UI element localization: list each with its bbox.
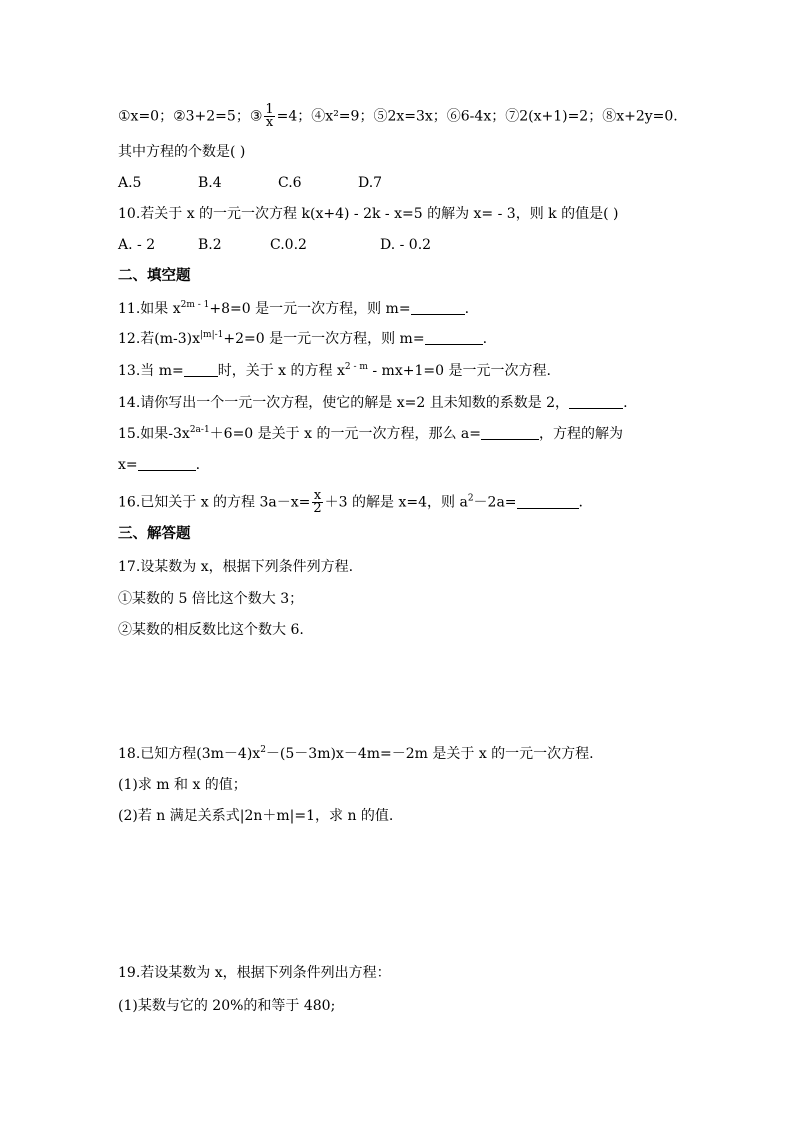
q16-answer-blank[interactable] — [517, 494, 579, 509]
q9-fraction-denominator: x — [265, 115, 274, 130]
q15-text-mid: ＋6=0 是关于 x 的一元一次方程，那么 a= — [209, 426, 481, 442]
q16-fraction-denominator: 2 — [313, 501, 322, 516]
q10-question: 10.若关于 x 的一元一次方程 k(x+4) - 2k - x=5 的解为 x= - 3，则 k 的值是( ) — [118, 206, 619, 222]
q17-part1: ①某数的 5 倍比这个数大 3； — [118, 591, 304, 607]
q9-option-a: A.5 — [118, 175, 142, 191]
q18-exponent: 2 — [260, 745, 266, 755]
q9-question: 其中方程的个数是( ) — [118, 144, 246, 160]
q10-options — [118, 235, 431, 255]
q11-text-post: +8=0 是一元一次方程，则 m= — [209, 301, 411, 317]
q10-option-a: A. - 2 — [118, 237, 156, 253]
q12-text-end: . — [482, 331, 488, 347]
q14-answer-blank[interactable] — [569, 394, 623, 409]
q12-text-pre: 12.若(m-3)x — [118, 331, 200, 347]
q15-line2 — [118, 455, 200, 475]
q13-text-post: - mx+1=0 是一元一次方程. — [367, 363, 551, 379]
q18-text-pre: 18.已知方程(3m－4)x — [118, 746, 261, 762]
q12-text-post: +2=0 是一元一次方程，则 m= — [223, 331, 425, 347]
q16-fraction — [312, 490, 322, 515]
q18-text-post: －(5－3m)x－4m=－2m 是关于 x 的一元一次方程. — [265, 746, 594, 762]
q9-equation-list — [118, 104, 678, 129]
q13-text-pre: 13.当 m= — [118, 363, 184, 379]
q13 — [118, 361, 551, 381]
q19-question: 19.若设某数为 x，根据下列条件列出方程： — [118, 965, 391, 981]
q9-option-d: D.7 — [358, 175, 383, 191]
q16 — [118, 490, 583, 515]
q10-option-c: C.0.2 — [270, 237, 307, 253]
q16-fraction-numerator: x — [313, 488, 322, 503]
q16-text-post: －2a= — [473, 494, 517, 511]
q19-part1: (1)某数与它的 20%的和等于 480; — [118, 998, 336, 1014]
q9-option-c: C.6 — [278, 175, 302, 191]
q14-text: 14.请你写出一个一元一次方程，使它的解是 x=2 且未知数的系数是 2， — [118, 395, 570, 411]
q9-items-part1: ①x=0；②3+2=5；③ — [118, 108, 263, 125]
q15-text-post: ，方程的解为 — [539, 426, 623, 442]
q18-part1: (1)求 m 和 x 的值； — [118, 777, 247, 793]
q9-option-b: B.4 — [198, 175, 222, 191]
q12-exponent: |m|-1 — [200, 330, 224, 340]
q11-exponent: 2m - 1 — [180, 300, 210, 310]
q17-part2: ②某数的相反数比这个数大 6. — [118, 622, 304, 638]
q11-text-end: . — [464, 301, 470, 317]
q14 — [118, 393, 628, 413]
q16-text-pre: 16.已知关于 x 的方程 3a－x= — [118, 494, 311, 511]
q9-items-part2: =4；④x²=9；⑤2x=3x；⑥6-4x；⑦2(x+1)=2；⑧x+2y=0. — [276, 108, 678, 125]
q13-text-mid: 时，关于 x 的方程 x — [217, 363, 345, 379]
q11-answer-blank[interactable] — [411, 300, 465, 315]
q13-answer-blank[interactable] — [184, 362, 218, 377]
q10-option-d: D. - 0.2 — [380, 237, 432, 253]
q15-line1 — [118, 424, 623, 444]
q9-options — [118, 173, 382, 193]
q10-option-b: B.2 — [198, 237, 222, 253]
q15-solution-blank[interactable] — [138, 456, 196, 471]
q15-line2-text: x= — [118, 457, 138, 473]
q15-text-pre: 15.如果-3x — [118, 426, 190, 442]
q18-part2: (2)若 n 满足关系式|2n＋m|=1，求 n 的值. — [118, 808, 394, 824]
q11 — [118, 299, 469, 319]
section-answer-title: 三、解答题 — [118, 526, 191, 542]
q15-a-blank[interactable] — [481, 425, 539, 440]
q14-text-end: . — [623, 395, 628, 411]
q9-fraction — [264, 104, 274, 129]
q13-exponent: 2 - m — [344, 362, 368, 372]
q9-fraction-numerator: 1 — [265, 102, 274, 117]
q18-question — [118, 744, 594, 764]
q16-text-end: . — [578, 494, 583, 511]
q12 — [118, 329, 487, 349]
q15-exponent: 2a-1 — [189, 425, 210, 435]
q16-text-mid: ＋3 的解是 x=4，则 a — [324, 494, 468, 511]
q12-answer-blank[interactable] — [425, 330, 483, 345]
section-fill-in-title: 二、填空题 — [118, 268, 191, 284]
q16-exponent: 2 — [467, 493, 474, 504]
q17-question: 17.设某数为 x，根据下列条件列方程. — [118, 559, 354, 575]
q11-text-pre: 11.如果 x — [118, 301, 181, 317]
q15-text-end: . — [195, 457, 201, 473]
